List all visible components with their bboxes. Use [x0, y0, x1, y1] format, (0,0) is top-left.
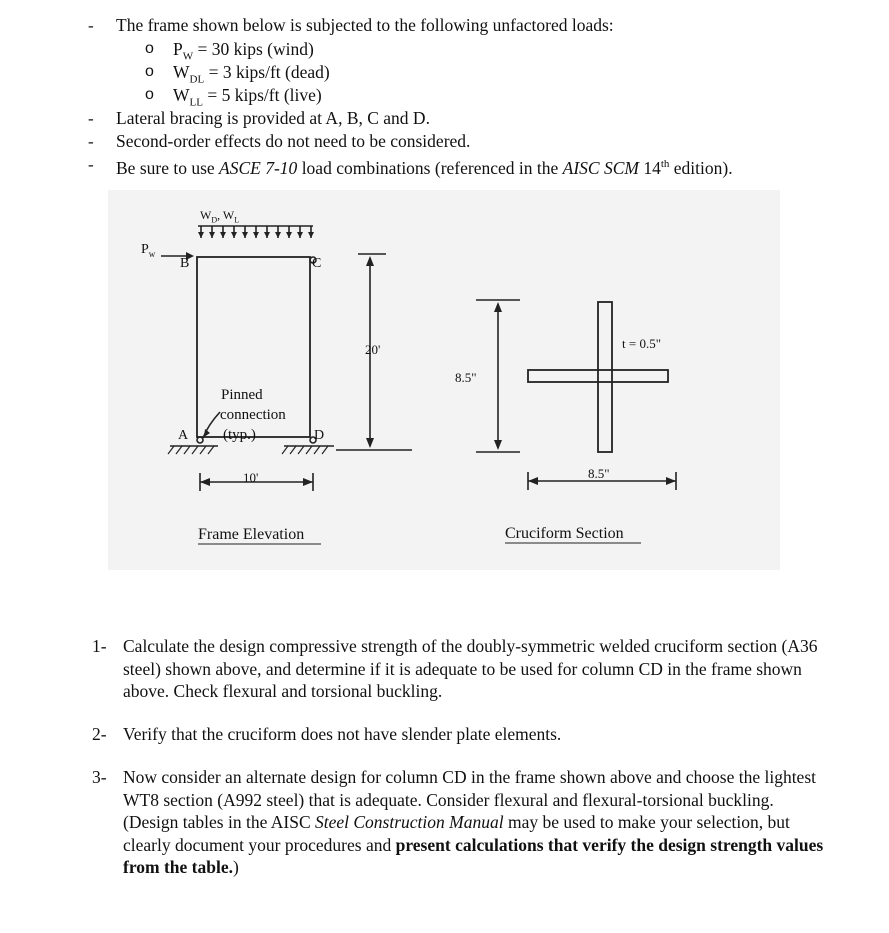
- figure-panel: [108, 190, 780, 570]
- question-number: 3-: [92, 767, 107, 787]
- question-text: Now consider an alternate design for column CD in the frame shown above and choose the lightest WT8 section (A992 steel) that is adequate. Consider flexural and flexural-torsional buckling. (Design tables in the AISC Steel Construction Manual may be used to make your selection, but clearly document your procedures and present calculations that verify the design strength values from the table.): [123, 767, 824, 877]
- bullet-o: o: [145, 63, 154, 80]
- section-depth-label: 8.5": [455, 370, 477, 385]
- question-3: [92, 766, 832, 879]
- load-live: $W_{LL} = 5$ kips/ft (live): [173, 85, 322, 109]
- height-dim-label: 20': [365, 342, 381, 357]
- cruciform-section-caption: Cruciform Section: [505, 525, 624, 542]
- load-wind: $P_W = 30$ kips (wind): [173, 39, 314, 63]
- node-a: A: [178, 428, 189, 443]
- node-b: B: [180, 256, 190, 271]
- figure-background: [108, 190, 780, 570]
- question-text: Calculate the design compressive strength of the doubly-symmetric welded cruciform section (A36 steel) shown above, and determine if it is adequate to be used for column CD in the frame shown above. Check flexural and torsional buckling.: [123, 636, 818, 701]
- question-number: 2-: [92, 724, 107, 744]
- load-dead: $W_{DL} = 3$ kips/ft (dead): [173, 62, 330, 86]
- node-c: C: [312, 256, 322, 271]
- intro-line-2: Lateral bracing is provided at A, B, C and D.: [116, 108, 430, 128]
- connection-label: connection: [220, 407, 286, 423]
- load-label: $W_D$, $W_L$: [200, 208, 240, 225]
- frame-elevation-caption: Frame Elevation: [198, 526, 305, 543]
- bullet-o: o: [145, 86, 154, 103]
- width-dim-label: 10': [243, 470, 259, 485]
- question-text: Verify that the cruciform does not have slender plate elements.: [123, 724, 562, 744]
- question-2: [92, 723, 832, 746]
- pw-label: $P_w$: [141, 242, 156, 259]
- intro-line-1: The frame shown below is subjected to the following unfactored loads:: [116, 15, 614, 35]
- typ-label: (typ.): [223, 427, 256, 443]
- bullet-dash: -: [88, 109, 94, 128]
- figure-drawing: [108, 190, 780, 570]
- bullet-o: o: [145, 40, 154, 57]
- pinned-label: Pinned: [221, 387, 263, 403]
- bullet-dash: -: [88, 16, 94, 35]
- intro-line-3: Second-order effects do not need to be considered.: [116, 131, 471, 151]
- node-d: D: [314, 428, 325, 443]
- intro-line-4: Be sure to use ASCE 7-10 load combinations (referenced in the AISC SCM 14th edition).: [116, 157, 733, 178]
- question-1: [92, 635, 832, 703]
- bullet-dash: -: [88, 155, 94, 174]
- thickness-label: t = 0.5": [622, 336, 661, 351]
- section-width-label: 8.5": [588, 466, 610, 481]
- bullet-dash: -: [88, 132, 94, 151]
- question-number: 1-: [92, 636, 107, 656]
